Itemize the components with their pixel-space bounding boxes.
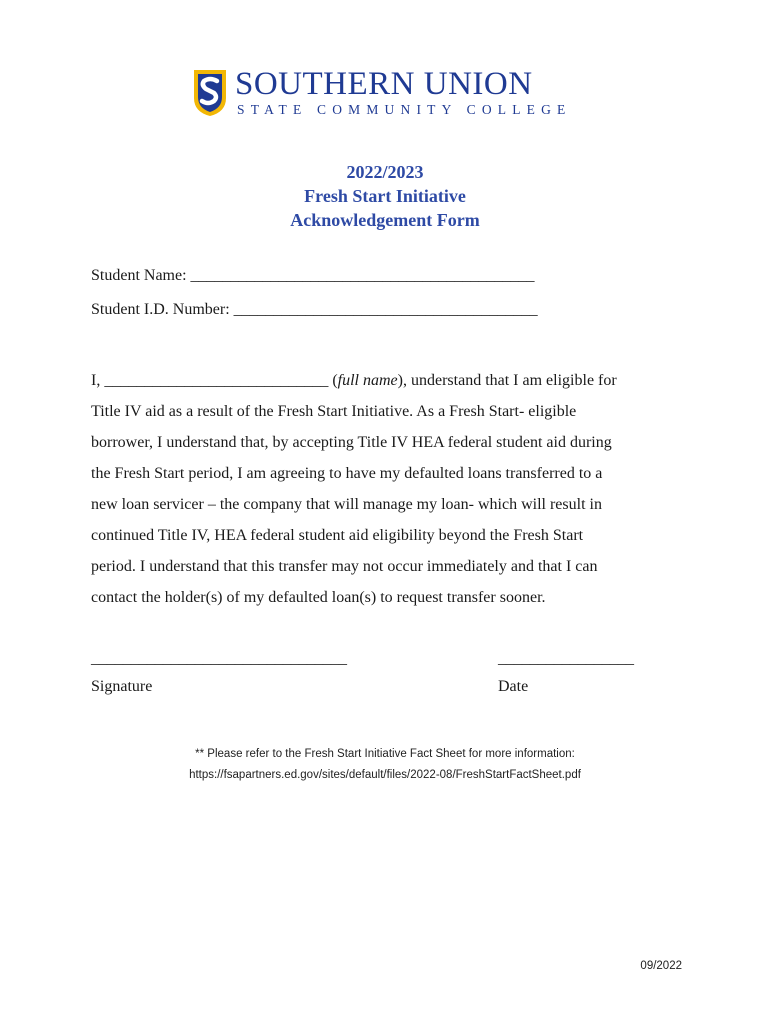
title-form-name: Acknowledgement Form [290, 210, 480, 230]
statement-line: period. I understand that this transfer may not occur immediately and that I can [91, 558, 598, 575]
student-id-field[interactable]: Student I.D. Number: ______________________________________ [91, 301, 538, 318]
form-title [0, 160, 770, 232]
logo-name: SOUTHERN UNION [235, 66, 533, 102]
note-text: ** Please refer to the Fresh Start Initiative Fact Sheet for more information: [195, 748, 575, 760]
fact-sheet-link[interactable]: https://fsapartners.ed.gov/sites/default/files/2022-08/FreshStartFactSheet.pdf [189, 769, 581, 781]
full-name-blank[interactable]: I, ____________________________ ( [91, 372, 338, 389]
statement-line: contact the holder(s) of my defaulted loan(s) to request transfer sooner. [91, 589, 546, 606]
statement-line: borrower, I understand that, by accepting Title IV HEA federal student aid during [91, 434, 612, 451]
statement-line: continued Title IV, HEA federal student aid eligibility beyond the Fresh Start [91, 527, 584, 544]
date-line[interactable]: _________________ [498, 650, 634, 667]
shield-s-icon [192, 68, 228, 118]
logo-subtitle: STATE COMMUNITY COLLEGE [237, 102, 572, 117]
statement-line: the Fresh Start period, I am agreeing to have my defaulted loans transferred to a [91, 465, 603, 482]
signature-label: Signature [91, 678, 153, 695]
signature-line[interactable]: ________________________________ [91, 650, 347, 667]
acknowledgement-statement [91, 365, 691, 613]
statement-line: I, ____________________________ (full name), understand that I am eligible for [91, 372, 617, 389]
revision-date: 09/2022 [640, 960, 682, 972]
college-logo [192, 68, 572, 120]
statement-line: new loan servicer – the company that will manage my loan- which will result in [91, 496, 602, 513]
date-label: Date [498, 678, 529, 695]
statement-line: Title IV aid as a result of the Fresh Start Initiative. As a Fresh Start- eligible [91, 403, 577, 420]
student-name-field[interactable]: Student Name: ___________________________________________ [91, 267, 535, 284]
full-name-hint: full name [337, 372, 398, 389]
title-year: 2022/2023 [346, 162, 424, 182]
fact-sheet-note [0, 744, 770, 786]
title-initiative: Fresh Start Initiative [304, 186, 466, 206]
